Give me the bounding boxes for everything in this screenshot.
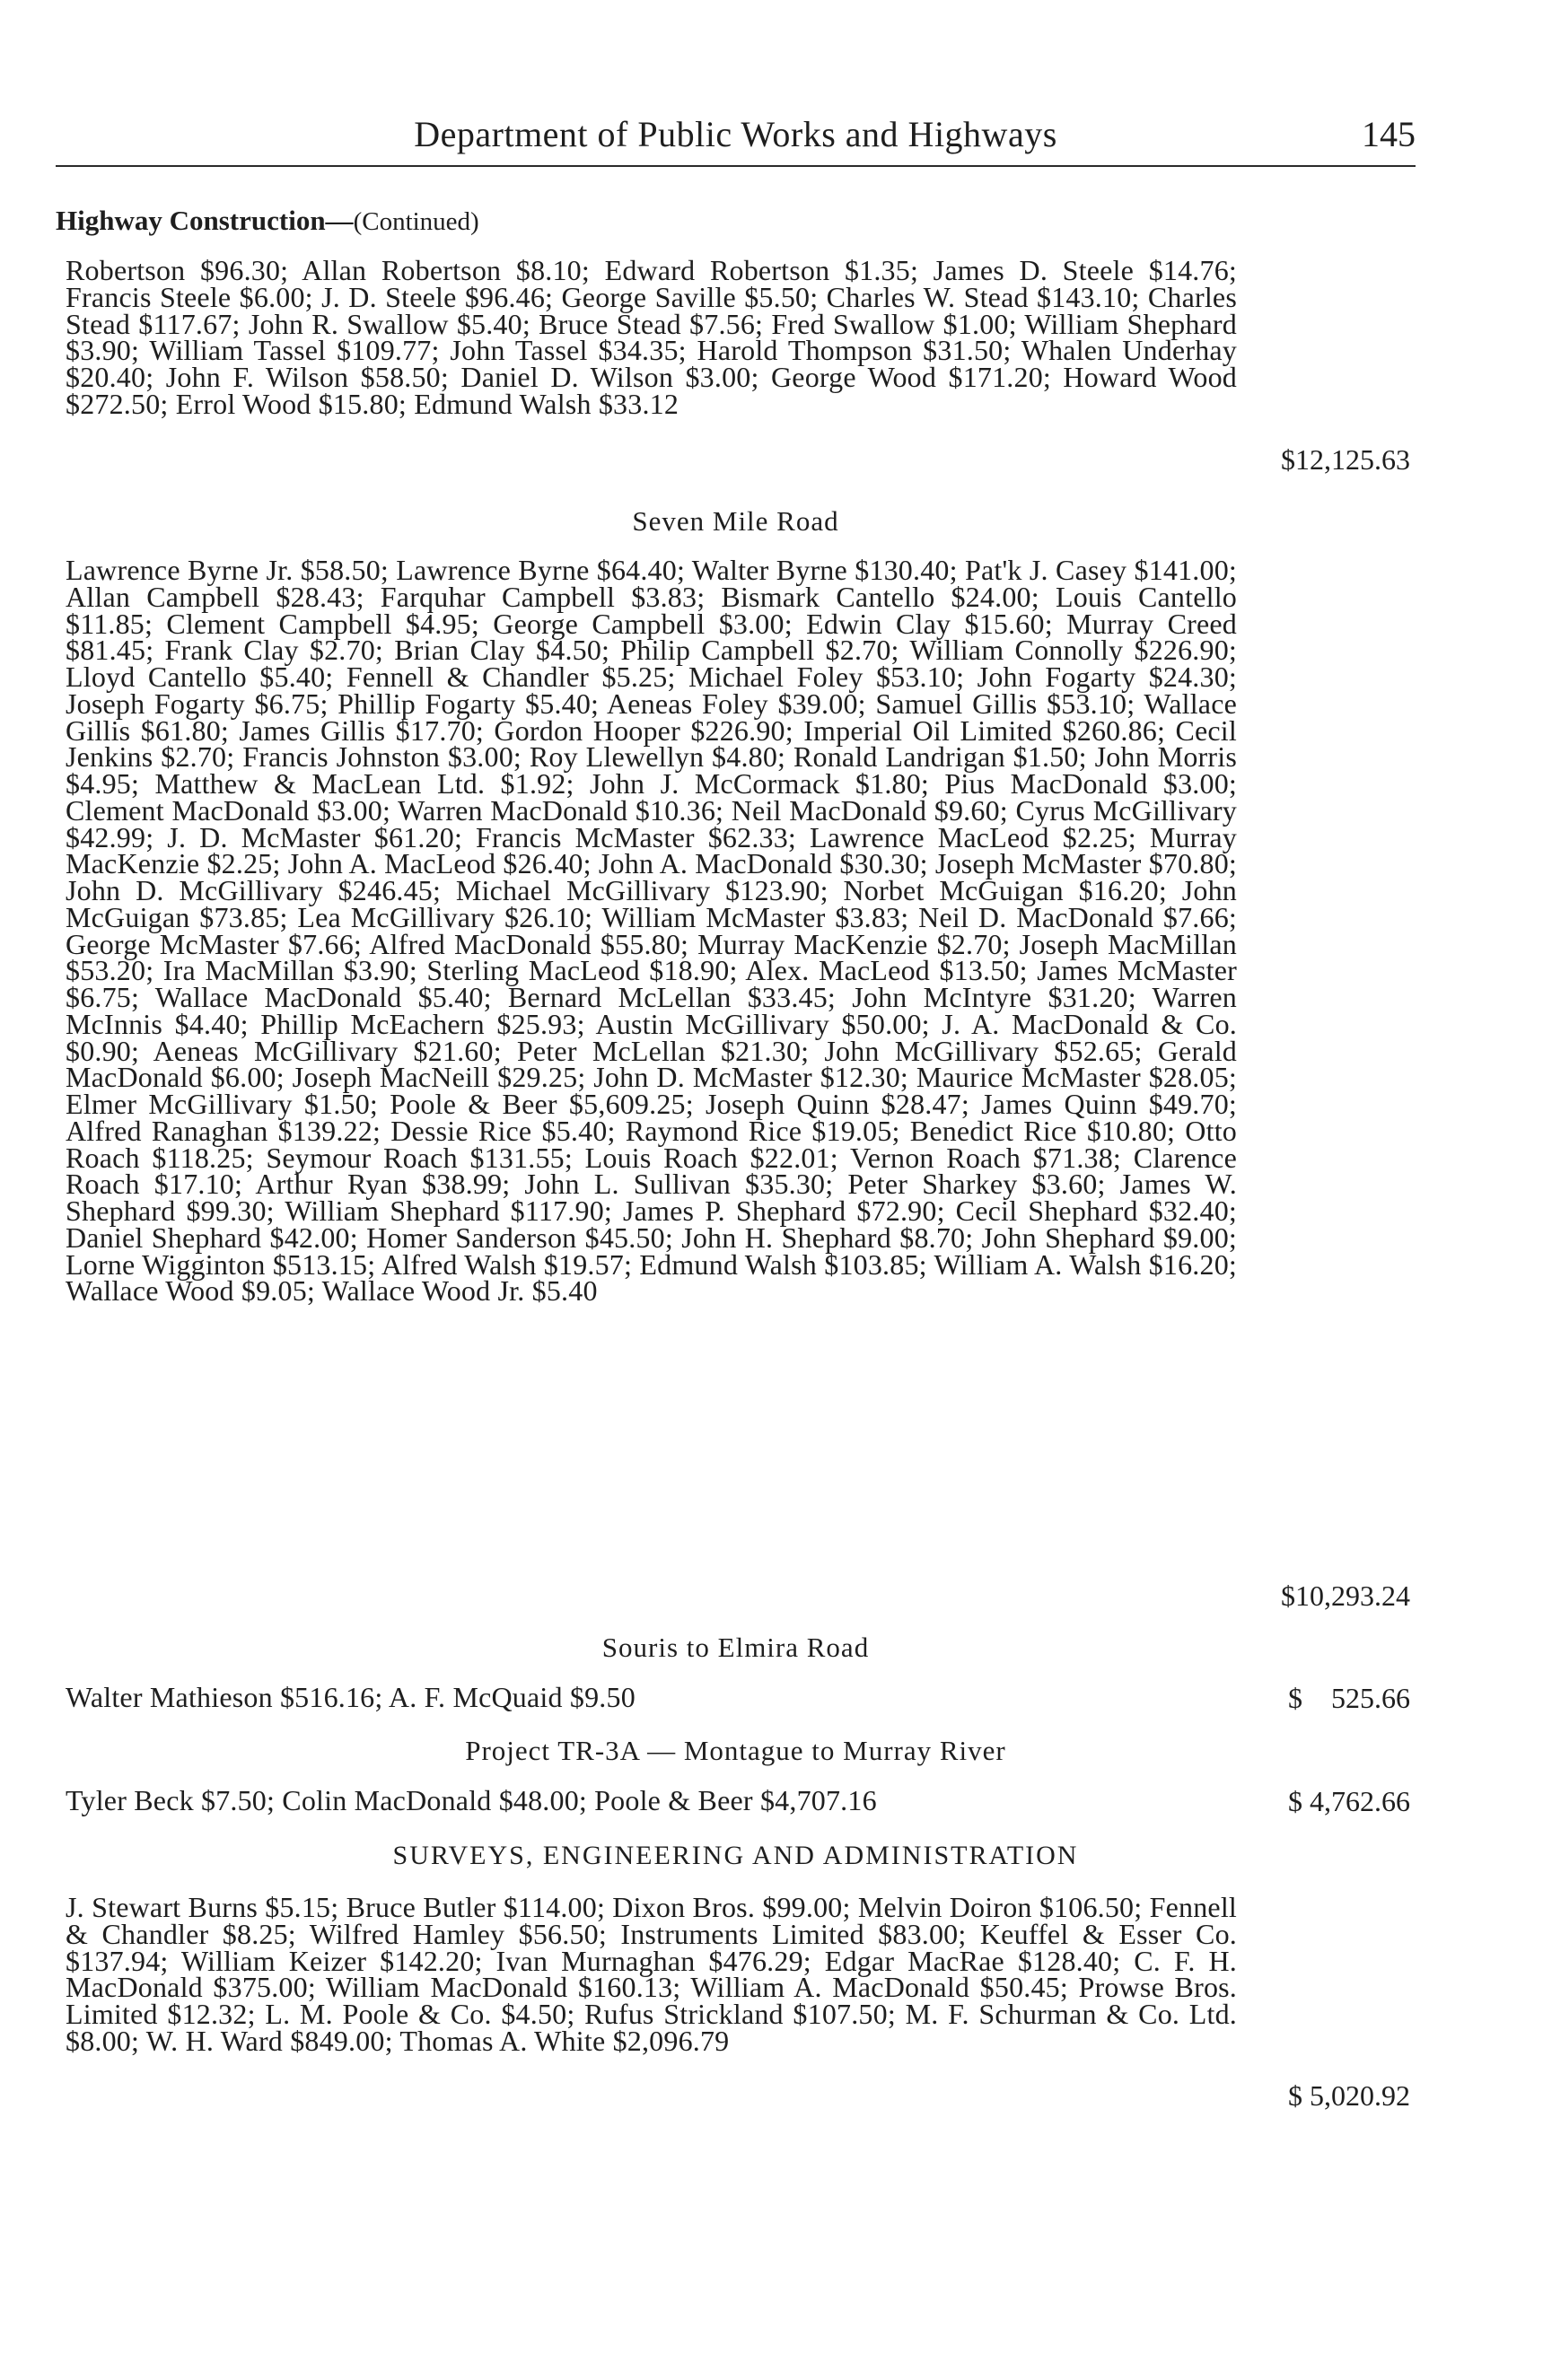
section-total: $ 525.66 [1288, 1682, 1410, 1714]
payee-paragraph: Tyler Beck $7.50; Colin MacDonald $48.00; Poole & Beer $4,707.16 [66, 1784, 877, 1816]
payee-paragraph: Robertson $96.30; Allan Robertson $8.10; Edward Robertson $1.35; James D. Steele $14.76; Francis Steele $6.00; J. D. Steele $96.46; George Saville $5.50; Charles W. Stead $143.10; Charles Stead $117.67; John R. Swallow $5.40; Bruce Stead $7.56; Fred Swallow $1.00; William Shephard $3.90; William Tassel $109.77; John Tassel $34.35; Harold Thompson $31.50; Whalen Underhay $20.40; John F. Wilson $58.50; Daniel D. Wilson $3.00; George Wood $171.20; Howard Wood $272.50; Errol Wood $15.80; Edmund Walsh $33.12 [66, 254, 1237, 420]
section-heading: Project TR-3A — Montague to Murray River [465, 1735, 1006, 1766]
continued-label: (Continued) [353, 207, 479, 236]
section-lead-heading [56, 205, 479, 237]
section-heading: Souris to Elmira Road [601, 1632, 870, 1663]
payee-paragraph: Lawrence Byrne Jr. $58.50; Lawrence Byrne $64.40; Walter Byrne $130.40; Pat'k J. Casey $141.00; Allan Campbell $28.43; Farquhar Campbell $3.83; Bismark Cantello $24.00; Louis Cantello $11.85; Clement Campbell $4.95; George Campbell $3.00; Edwin Clay $15.60; Murray Creed $81.45; Frank Clay $2.70; Brian Clay $4.50; Philip Campbell $2.70; William Connolly $226.90; Lloyd Cantello $5.40; Fennell & Chandler $5.25; Michael Foley $53.10; John Fogarty $24.30; Joseph Fogarty $6.75; Phillip Fogarty $5.40; Aeneas Foley $39.00; Samuel Gillis $53.10; Wallace Gillis $61.80; James Gillis $17.70; Gordon Hooper $226.90; Imperial Oil Limited $260.86; Cecil Jenkins $2.70; Francis Johnston $3.00; Roy Llewellyn $4.80; Ronald Landrigan $1.50; John Morris $4.95; Matthew & MacLean Ltd. $1.92; John J. McCormack $1.80; Pius MacDonald $3.00; Clement MacDonald $3.00; Warren MacDonald $10.36; Neil MacDonald $9.60; Cyrus McGillivary $42.99; J. D. McMaster $61.20; Francis McMaster $62.33; Lawrence MacLeod $2.25; Murray MacKenzie $2.25; John A. MacLeod $26.40; John A. MacDonald $30.30; Joseph McMaster $70.80; John D. McGillivary $246.45; Michael McGillivary $123.90; Norbet McGuigan $16.20; John McGuigan $73.85; Lea McGillivary $26.10; William McMaster $3.83; Neil D. MacDonald $7.66; George McMaster $7.66; Alfred MacDonald $55.80; Murray MacKenzie $2.70; Joseph MacMillan $53.20; Ira MacMillan $3.90; Sterling MacLeod $18.90; Alex. MacLeod $13.50; James McMaster $6.75; Wallace MacDonald $5.40; Bernard McLellan $33.45; John McIntyre $31.20; Warren McInnis $4.40; Phillip McEachern $25.93; Austin McGillivary $50.00; J. A. MacDonald & Co. $0.90; Aeneas McGillivary $21.60; Peter McLellan $21.30; John McGillivary $52.65; Gerald MacDonald $6.00; Joseph MacNeill $29.25; John D. McMaster $12.30; Maurice McMaster $28.05; Elmer McGillivary $1.50; Poole & Beer $5,609.25; Joseph Quinn $28.47; James Quinn $49.70; Alfred Ranaghan $139.22; Dessie Rice $5.40; Raymond Rice $19.05; Benedict Rice $10.80; Otto Roach $118.25; Seymour Roach $131.55; Louis Roach $22.01; Vernon Roach $71.38; Clarence Roach $17.10; Arthur Ryan $38.99; John L. Sullivan $35.30; Peter Sharkey $3.60; James W. Shephard $99.30; William Shephard $117.90; James P. Shephard $72.90; Cecil Shephard $32.40; Daniel Shephard $42.00; Homer Sanderson $45.50; John H. Shephard $8.70; John Shephard $9.00; Lorne Wigginton $513.15; Alfred Walsh $19.57; Edmund Walsh $103.85; William A. Walsh $16.20; Wallace Wood $9.05; Wallace Wood Jr. $5.40 [66, 554, 1237, 1308]
section-lead-label: Highway Construction— [56, 205, 354, 236]
section-total: $ 4,762.66 [1288, 1785, 1410, 1817]
section-total: $ 5,020.92 [1288, 2079, 1410, 2112]
section-heading: SURVEYS, ENGINEERING AND ADMINISTRATION [392, 1841, 1079, 1870]
payee-paragraph: J. Stewart Burns $5.15; Bruce Butler $114.00; Dixon Bros. $99.00; Melvin Doiron $106.50; Fennell & Chandler $8.25; Wilfred Hamley $56.50; Instruments Limited $83.00; Keuffel & Esser Co. $137.94; William Keizer $142.20; Ivan Murnaghan $476.29; Edgar MacRae $128.40; C. F. H. MacDonald $375.00; William MacDonald $160.13; William A. MacDonald $50.45; Prowse Bros. Limited $12.32; L. M. Poole & Co. $4.50; Rufus Strickland $107.50; M. F. Schurman & Co. Ltd. $8.00; W. H. Ward $849.00; Thomas A. White $2,096.79 [66, 1891, 1237, 2057]
section-total: $10,293.24 [1281, 1579, 1410, 1612]
payee-paragraph: Walter Mathieson $516.16; A. F. McQuaid $9.50 [66, 1681, 636, 1713]
section-heading: Seven Mile Road [632, 505, 839, 537]
page-header [56, 109, 1416, 167]
page-title: Department of Public Works and Highways [414, 114, 1057, 154]
page-number: 145 [1362, 114, 1416, 154]
section-total: $12,125.63 [1281, 443, 1410, 476]
